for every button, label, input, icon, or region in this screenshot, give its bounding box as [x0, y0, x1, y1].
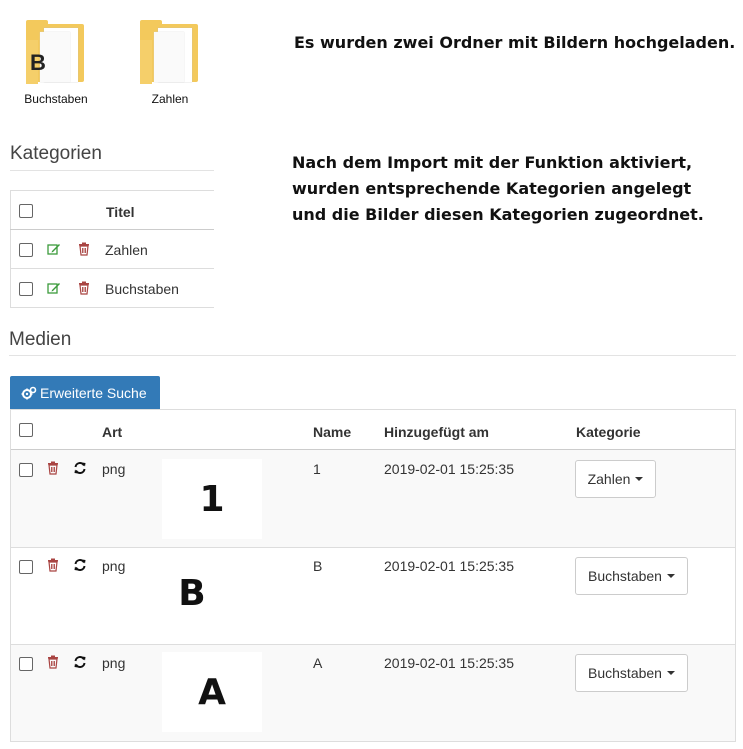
column-header-category: Kategorie [576, 424, 641, 440]
note-top: Es wurden zwei Ordner mit Bildern hochgeladen. [294, 33, 736, 52]
kategorien-title: Kategorien [10, 143, 102, 164]
folder-buchstaben[interactable] [20, 14, 92, 104]
media-added: 2019-02-01 15:25:35 [384, 655, 514, 671]
medien-title: Medien [9, 329, 72, 350]
media-name: 1 [313, 461, 321, 477]
file-type: png [102, 461, 126, 477]
column-header-titel: Titel [106, 204, 135, 220]
media-added: 2019-02-01 15:25:35 [384, 461, 514, 477]
row-checkbox[interactable] [19, 463, 33, 477]
refresh-icon[interactable] [73, 655, 87, 669]
refresh-icon[interactable] [73, 461, 87, 475]
row-checkbox[interactable] [19, 560, 33, 574]
file-type: png [102, 558, 126, 574]
gears-icon [21, 386, 37, 400]
refresh-icon[interactable] [73, 558, 87, 572]
folder-glyph: B [30, 50, 46, 75]
folder-label: Zahlen [151, 92, 189, 106]
caret-down-icon [635, 477, 643, 481]
column-header-art: Art [102, 424, 123, 440]
column-header-added: Hinzugefügt am [384, 424, 489, 440]
category-title: Zahlen [105, 242, 148, 258]
caret-down-icon [667, 671, 675, 675]
media-name: B [313, 558, 323, 574]
select-all-checkbox[interactable] [19, 204, 33, 218]
file-type: png [102, 655, 126, 671]
media-thumbnail[interactable]: 1 [162, 459, 262, 539]
trash-icon[interactable] [77, 242, 91, 256]
edit-icon[interactable] [47, 281, 61, 295]
trash-icon[interactable] [77, 281, 91, 295]
caret-down-icon [667, 574, 675, 578]
row-checkbox[interactable] [19, 657, 33, 671]
category-title: Buchstaben [105, 281, 179, 297]
advanced-search-label: Erweiterte Suche [40, 384, 147, 401]
folder-label: Buchstaben [24, 92, 88, 106]
media-thumbnail[interactable]: A [162, 652, 262, 732]
note-mid-1: Nach dem Import mit der Funktion aktiviert, [292, 153, 693, 172]
trash-icon[interactable] [46, 558, 60, 572]
row-checkbox[interactable] [19, 282, 33, 296]
category-dropdown[interactable] [575, 460, 656, 498]
folder-zahlen[interactable] [134, 14, 206, 104]
media-thumbnail[interactable]: B [142, 553, 242, 633]
select-all-checkbox[interactable] [19, 423, 33, 437]
column-header-name: Name [313, 424, 352, 440]
row-checkbox[interactable] [19, 243, 33, 257]
category-dropdown[interactable] [575, 654, 688, 692]
media-name: A [313, 655, 323, 671]
trash-icon[interactable] [46, 461, 60, 475]
category-dropdown-value: Zahlen [587, 471, 631, 487]
media-added: 2019-02-01 15:25:35 [384, 558, 514, 574]
note-mid-3: und die Bilder diesen Kategorien zugeordnet. [292, 205, 704, 224]
advanced-search-button[interactable] [10, 376, 160, 409]
edit-icon[interactable] [47, 242, 61, 256]
trash-icon[interactable] [46, 655, 60, 669]
category-dropdown-value: Buchstaben [588, 665, 662, 681]
note-mid-2: wurden entsprechende Kategorien angelegt [292, 179, 692, 198]
category-dropdown[interactable] [575, 557, 688, 595]
category-dropdown-value: Buchstaben [588, 568, 662, 584]
